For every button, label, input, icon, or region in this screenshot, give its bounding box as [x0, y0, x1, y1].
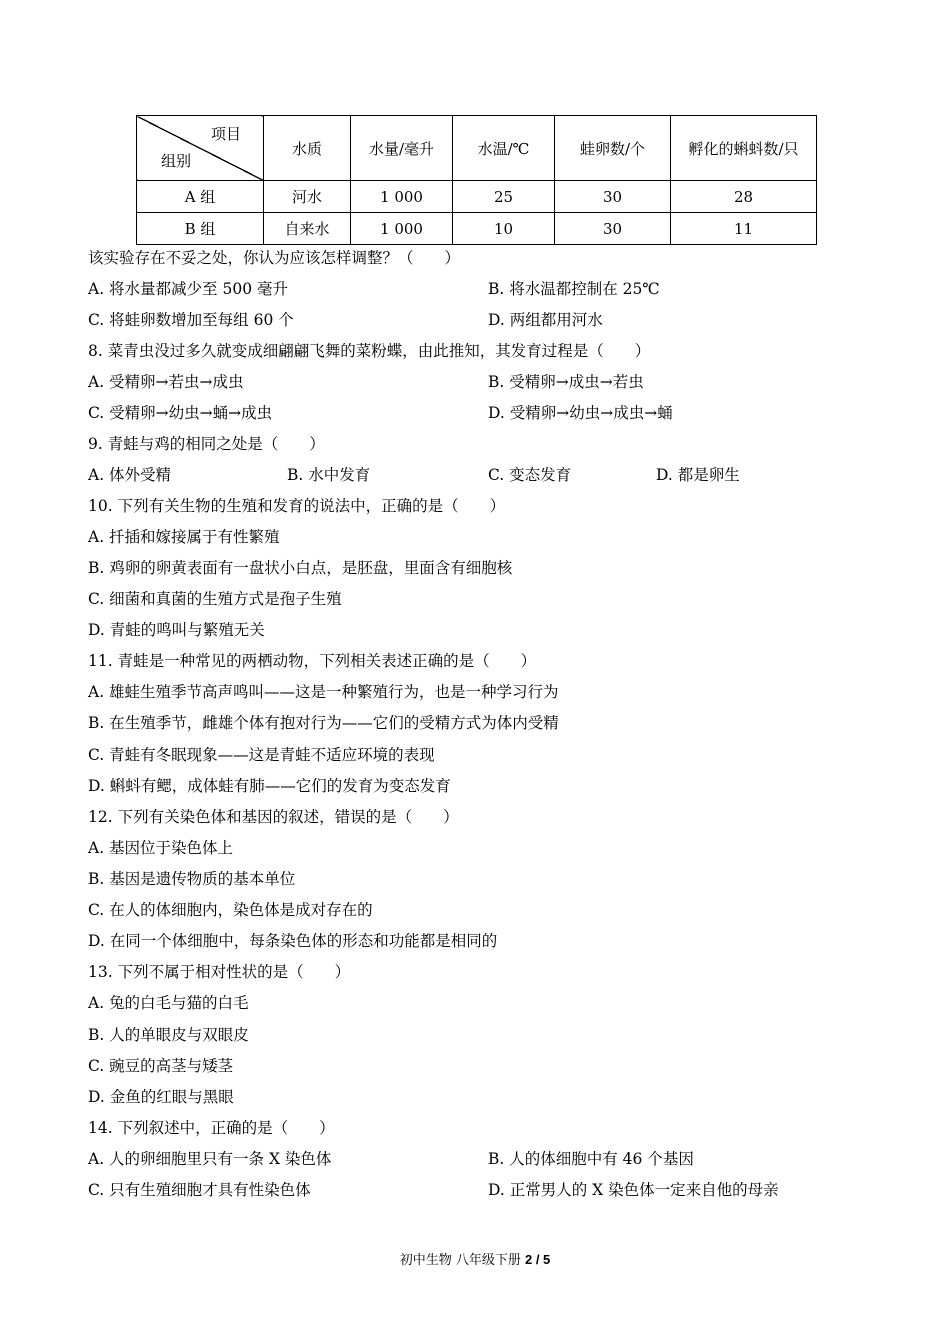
table-cell: 1 000: [351, 213, 453, 245]
q11-option-b: B. 在生殖季节，雌雄个体有抱对行为——它们的受精方式为体内受精: [88, 714, 559, 732]
q11-option-d: D. 蝌蚪有鳃，成体蛙有肺——它们的发育为变态发育: [88, 777, 451, 795]
table-corner-cell: [137, 116, 264, 181]
q10-option-c: C. 细菌和真菌的生殖方式是孢子生殖: [88, 590, 342, 608]
q7-option-a: A. 将水量都减少至 500 毫升: [88, 280, 288, 298]
table-row: [137, 213, 817, 245]
q13-stem: 13. 下列不属于相对性状的是（ ）: [88, 963, 351, 981]
q9-option-d: D. 都是卵生: [656, 466, 740, 484]
q9-option-b: B. 水中发育: [287, 466, 371, 484]
corner-label-item: 项目: [210, 125, 241, 143]
q14-stem: 14. 下列叙述中，正确的是（ ）: [88, 1119, 335, 1137]
q12-option-d: D. 在同一个体细胞中，每条染色体的形态和功能都是相同的: [88, 932, 498, 950]
table-cell: B 组: [137, 213, 264, 245]
q7-option-d: D. 两组都用河水: [488, 311, 603, 329]
experiment-table: [136, 115, 817, 245]
q10-stem: 10. 下列有关生物的生殖和发育的说法中，正确的是（ ）: [88, 497, 506, 515]
q12-option-b: B. 基因是遗传物质的基本单位: [88, 870, 296, 888]
q8-stem: 8. 菜青虫没过多久就变成细翩翩飞舞的菜粉蝶，由此推知，其发育过程是（ ）: [88, 342, 651, 360]
q14-option-d: D. 正常男人的 X 染色体一定来自他的母亲: [488, 1181, 779, 1199]
q7-stem: 该实验存在不妥之处，你认为应该怎样调整？（ ）: [88, 249, 461, 267]
q14-option-a: A. 人的卵细胞里只有一条 X 染色体: [88, 1150, 332, 1168]
q11-option-a: A. 雄蛙生殖季节高声鸣叫——这是一种繁殖行为，也是一种学习行为: [88, 683, 559, 701]
q7-option-b: B. 将水温都控制在 25℃: [488, 280, 660, 298]
q11-option-c: C. 青蛙有冬眠现象——这是青蛙不适应环境的表现: [88, 746, 435, 764]
table-cell: 28: [671, 181, 817, 213]
table-header-cell: 水温/℃: [453, 116, 555, 181]
q13-option-d: D. 金鱼的红眼与黑眼: [88, 1088, 234, 1106]
q13-option-b: B. 人的单眼皮与双眼皮: [88, 1026, 249, 1044]
table-cell: 30: [555, 181, 671, 213]
table-cell: 11: [671, 213, 817, 245]
table-cell: 自来水: [264, 213, 351, 245]
q12-stem: 12. 下列有关染色体和基因的叙述，错误的是（ ）: [88, 808, 459, 826]
table-header-row: [137, 116, 817, 181]
table-header-cell: 孵化的蝌蚪数/只: [671, 116, 817, 181]
q14-option-c: C. 只有生殖细胞才具有性染色体: [88, 1181, 311, 1199]
q8-option-b: B. 受精卵→成虫→若虫: [488, 373, 644, 391]
table-cell: 30: [555, 213, 671, 245]
q13-option-c: C. 豌豆的高茎与矮茎: [88, 1057, 234, 1075]
table-cell: 1 000: [351, 181, 453, 213]
table-cell: 25: [453, 181, 555, 213]
q12-option-a: A. 基因位于染色体上: [88, 839, 234, 857]
q10-option-a: A. 扦插和嫁接属于有性繁殖: [88, 528, 280, 546]
table-cell: 10: [453, 213, 555, 245]
q8-option-c: C. 受精卵→幼虫→蛹→成虫: [88, 404, 273, 422]
q9-stem: 9. 青蛙与鸡的相同之处是（ ）: [88, 435, 325, 453]
table-header-cell: 水量/毫升: [351, 116, 453, 181]
table-header-cell: 蛙卵数/个: [555, 116, 671, 181]
q8-option-a: A. 受精卵→若虫→成虫: [88, 373, 244, 391]
footer-subject: 初中生物 八年级下册: [399, 1253, 525, 1268]
q8-option-d: D. 受精卵→幼虫→成虫→蛹: [488, 404, 673, 422]
footer-page-number: 2 / 5: [524, 1252, 551, 1267]
page-footer: [0, 1249, 950, 1268]
q11-stem: 11. 青蛙是一种常见的两栖动物，下列相关表述正确的是（ ）: [88, 652, 537, 670]
q9-option-c: C. 变态发育: [488, 466, 572, 484]
q13-option-a: A. 兔的白毛与猫的白毛: [88, 994, 249, 1012]
q10-option-b: B. 鸡卵的卵黄表面有一盘状小白点，是胚盘，里面含有细胞核: [88, 559, 513, 577]
table-cell: 河水: [264, 181, 351, 213]
q10-option-d: D. 青蛙的鸣叫与繁殖无关: [88, 621, 265, 639]
q12-option-c: C. 在人的体细胞内，染色体是成对存在的: [88, 901, 373, 919]
table-row: [137, 181, 817, 213]
q7-option-c: C. 将蛙卵数增加至每组 60 个: [88, 311, 294, 329]
q9-option-a: A. 体外受精: [88, 466, 172, 484]
q14-option-b: B. 人的体细胞中有 46 个基因: [488, 1150, 694, 1168]
table-header-cell: 水质: [264, 116, 351, 181]
table-cell: A 组: [137, 181, 264, 213]
corner-label-group: 组别: [161, 152, 192, 170]
